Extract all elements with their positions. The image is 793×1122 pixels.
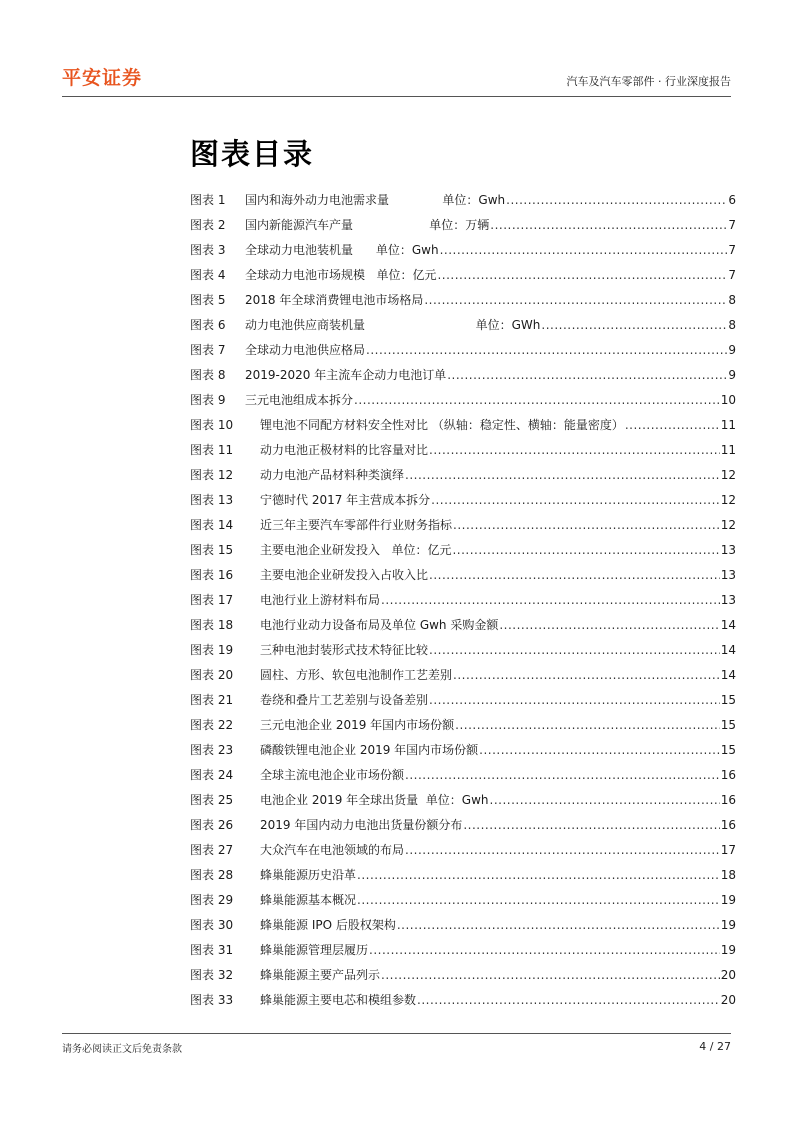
toc-figure-number: 图表 3 <box>190 243 226 257</box>
toc-leader-dots <box>490 218 727 232</box>
toc-entry[interactable] <box>190 791 736 816</box>
toc-page-number: 15 <box>720 743 736 757</box>
toc-figure-title: 蜂巢能源 IPO 后股权架构 <box>260 918 396 932</box>
toc-figure-title: 锂电池不同配方材料安全性对比 （纵轴：稳定性、横轴：能量密度） <box>260 418 624 432</box>
toc-entry[interactable] <box>190 916 736 941</box>
toc-entry[interactable] <box>190 266 736 291</box>
toc-leader-dots <box>429 443 720 457</box>
toc-figure-title: 国内和海外动力电池需求量 单位：Gwh <box>245 193 506 207</box>
toc-page-number: 14 <box>720 643 736 657</box>
toc-page-number: 8 <box>728 318 736 332</box>
toc-figure-number: 图表 14 <box>190 518 234 532</box>
toc-page-number: 9 <box>728 343 736 357</box>
toc-page-number: 16 <box>720 793 736 807</box>
toc-figure-number: 图表 2 <box>190 218 226 232</box>
toc-figure-title: 国内新能源汽车产量 单位：万辆 <box>245 218 490 232</box>
toc-entry[interactable] <box>190 891 736 916</box>
toc-page-number: 15 <box>720 718 736 732</box>
toc-entry[interactable] <box>190 716 736 741</box>
toc-leader-dots <box>417 993 720 1007</box>
toc-page-number: 13 <box>720 543 736 557</box>
toc-figure-title: 宁德时代 2017 年主营成本拆分 <box>260 493 431 507</box>
toc-figure-title: 电池行业上游材料布局 <box>260 593 381 607</box>
toc-entry[interactable] <box>190 516 736 541</box>
toc-entry[interactable] <box>190 366 736 391</box>
toc-figure-title: 大众汽车在电池领域的布局 <box>260 843 405 857</box>
toc-page-number: 12 <box>720 518 736 532</box>
toc-figure-title: 全球动力电池装机量 单位：Gwh <box>245 243 439 257</box>
toc-figure-number: 图表 15 <box>190 543 234 557</box>
toc-page-number: 15 <box>720 693 736 707</box>
toc-entry[interactable] <box>190 566 736 591</box>
toc-page-number: 8 <box>728 293 736 307</box>
toc-figure-number: 图表 7 <box>190 343 226 357</box>
toc-leader-dots <box>429 693 720 707</box>
toc-figure-title: 动力电池正极材料的比容量对比 <box>260 443 429 457</box>
toc-entry[interactable] <box>190 416 736 441</box>
toc-leader-dots <box>366 343 727 357</box>
toc-figure-number: 图表 19 <box>190 643 234 657</box>
toc-figure-number: 图表 10 <box>190 418 234 432</box>
footer-disclaimer: 请务必阅读正文后免责条款 <box>62 1044 182 1055</box>
toc-figure-title: 动力电池供应商装机量 单位：GWh <box>245 318 541 332</box>
toc-leader-dots <box>357 893 720 907</box>
toc-leader-dots <box>369 943 720 957</box>
table-of-figures <box>190 191 736 1016</box>
toc-entry[interactable] <box>190 816 736 841</box>
toc-figure-number: 图表 1 <box>190 193 226 207</box>
toc-leader-dots <box>405 768 720 782</box>
toc-entry[interactable] <box>190 766 736 791</box>
toc-figure-title: 卷绕和叠片工艺差别与设备差别 <box>260 693 429 707</box>
toc-figure-title: 蜂巢能源基本概况 <box>260 893 357 907</box>
page-title: 图表目录 <box>190 137 315 171</box>
toc-page-number: 7 <box>728 243 736 257</box>
toc-figure-title: 2018 年全球消费锂电池市场格局 <box>245 293 424 307</box>
toc-figure-title: 全球主流电池企业市场份额 <box>260 768 405 782</box>
toc-figure-number: 图表 20 <box>190 668 234 682</box>
toc-figure-number: 图表 13 <box>190 493 234 507</box>
toc-figure-number: 图表 29 <box>190 893 234 907</box>
toc-leader-dots <box>429 643 720 657</box>
toc-entry[interactable] <box>190 966 736 991</box>
toc-figure-title: 2019-2020 年主流车企动力电池订单 <box>245 368 447 382</box>
toc-page-number: 13 <box>720 568 736 582</box>
toc-figure-number: 图表 5 <box>190 293 226 307</box>
toc-leader-dots <box>440 243 728 257</box>
toc-figure-number: 图表 21 <box>190 693 234 707</box>
toc-entry[interactable] <box>190 241 736 266</box>
toc-entry[interactable] <box>190 441 736 466</box>
toc-figure-number: 图表 23 <box>190 743 234 757</box>
toc-leader-dots <box>453 518 720 532</box>
toc-figure-title: 全球动力电池供应格局 <box>245 343 366 357</box>
toc-page-number: 14 <box>720 618 736 632</box>
toc-leader-dots <box>397 918 720 932</box>
page-number: 4 / 27 <box>699 1040 731 1053</box>
toc-figure-title: 三元电池组成本拆分 <box>245 393 354 407</box>
toc-page-number: 9 <box>728 368 736 382</box>
toc-figure-number: 图表 30 <box>190 918 234 932</box>
toc-leader-dots <box>357 868 720 882</box>
toc-figure-title: 三元电池企业 2019 年国内市场份额 <box>260 718 455 732</box>
header-divider <box>62 96 731 97</box>
toc-page-number: 17 <box>720 843 736 857</box>
toc-figure-title: 主要电池企业研发投入占收入比 <box>260 568 429 582</box>
toc-figure-title: 2019 年国内动力电池出货量份额分布 <box>260 818 463 832</box>
toc-leader-dots <box>354 393 720 407</box>
toc-page-number: 19 <box>720 918 736 932</box>
toc-figure-number: 图表 12 <box>190 468 234 482</box>
toc-entry[interactable] <box>190 391 736 416</box>
toc-figure-title: 蜂巢能源管理层履历 <box>260 943 369 957</box>
toc-entry[interactable] <box>190 691 736 716</box>
toc-page-number: 6 <box>728 193 736 207</box>
toc-figure-number: 图表 11 <box>190 443 234 457</box>
toc-leader-dots <box>541 318 727 332</box>
toc-figure-title: 电池企业 2019 年全球出货量 单位：Gwh <box>260 793 489 807</box>
toc-figure-title: 蜂巢能源主要产品列示 <box>260 968 381 982</box>
toc-leader-dots <box>490 793 720 807</box>
toc-entry[interactable] <box>190 841 736 866</box>
toc-entry[interactable] <box>190 341 736 366</box>
toc-page-number: 16 <box>720 768 736 782</box>
toc-entry[interactable] <box>190 541 736 566</box>
toc-leader-dots <box>437 268 727 282</box>
toc-leader-dots <box>455 718 720 732</box>
toc-page-number: 10 <box>720 393 736 407</box>
toc-figure-number: 图表 27 <box>190 843 234 857</box>
toc-page-number: 19 <box>720 893 736 907</box>
toc-figure-number: 图表 16 <box>190 568 234 582</box>
toc-page-number: 18 <box>720 868 736 882</box>
toc-leader-dots <box>424 293 727 307</box>
toc-page-number: 20 <box>720 968 736 982</box>
toc-entry[interactable] <box>190 666 736 691</box>
toc-figure-title: 主要电池企业研发投入 单位：亿元 <box>260 543 452 557</box>
toc-page-number: 7 <box>728 218 736 232</box>
toc-figure-title: 蜂巢能源历史沿革 <box>260 868 357 882</box>
toc-page-number: 14 <box>720 668 736 682</box>
toc-leader-dots <box>381 593 720 607</box>
toc-leader-dots <box>463 818 719 832</box>
toc-leader-dots <box>429 568 720 582</box>
toc-figure-number: 图表 24 <box>190 768 234 782</box>
toc-leader-dots <box>431 493 720 507</box>
toc-leader-dots <box>381 968 720 982</box>
toc-page-number: 12 <box>720 493 736 507</box>
toc-figure-number: 图表 26 <box>190 818 234 832</box>
toc-figure-title: 近三年主要汽车零部件行业财务指标 <box>260 518 453 532</box>
toc-page-number: 16 <box>720 818 736 832</box>
toc-figure-number: 图表 17 <box>190 593 234 607</box>
toc-page-number: 7 <box>728 268 736 282</box>
toc-leader-dots <box>506 193 727 207</box>
toc-figure-number: 图表 18 <box>190 618 234 632</box>
toc-page-number: 11 <box>720 418 736 432</box>
toc-entry[interactable] <box>190 216 736 241</box>
toc-figure-title: 圆柱、方形、软包电池制作工艺差别 <box>260 668 453 682</box>
toc-entry[interactable] <box>190 941 736 966</box>
toc-leader-dots <box>405 843 720 857</box>
toc-page-number: 11 <box>720 443 736 457</box>
toc-page-number: 19 <box>720 943 736 957</box>
toc-figure-title: 蜂巢能源主要电芯和模组参数 <box>260 993 417 1007</box>
toc-page-number: 13 <box>720 593 736 607</box>
toc-entry[interactable] <box>190 866 736 891</box>
toc-entry[interactable] <box>190 191 736 216</box>
toc-leader-dots <box>452 543 719 557</box>
toc-figure-title: 磷酸铁锂电池企业 2019 年国内市场份额 <box>260 743 479 757</box>
toc-figure-title: 动力电池产品材料种类演绎 <box>260 468 405 482</box>
toc-figure-number: 图表 4 <box>190 268 226 282</box>
toc-entry[interactable] <box>190 291 736 316</box>
toc-figure-title: 全球动力电池市场规模 单位：亿元 <box>245 268 437 282</box>
toc-figure-title: 电池行业动力设备布局及单位 Gwh 采购金额 <box>260 618 499 632</box>
toc-figure-number: 图表 9 <box>190 393 226 407</box>
toc-leader-dots <box>453 668 720 682</box>
toc-page-number: 12 <box>720 468 736 482</box>
toc-leader-dots <box>479 743 720 757</box>
toc-leader-dots <box>499 618 719 632</box>
toc-entry[interactable] <box>190 316 736 341</box>
toc-figure-number: 图表 6 <box>190 318 226 332</box>
toc-figure-number: 图表 28 <box>190 868 234 882</box>
toc-figure-title: 三种电池封装形式技术特征比较 <box>260 643 429 657</box>
toc-entry[interactable] <box>190 741 736 766</box>
toc-entry[interactable] <box>190 491 736 516</box>
toc-page-number: 20 <box>720 993 736 1007</box>
toc-entry[interactable] <box>190 616 736 641</box>
toc-leader-dots <box>625 418 720 432</box>
toc-figure-number: 图表 25 <box>190 793 234 807</box>
company-logo: 平安证券 <box>62 67 143 89</box>
toc-entry[interactable] <box>190 591 736 616</box>
toc-figure-number: 图表 31 <box>190 943 234 957</box>
toc-figure-number: 图表 33 <box>190 993 234 1007</box>
toc-entry[interactable] <box>190 991 736 1016</box>
toc-figure-number: 图表 8 <box>190 368 226 382</box>
footer-divider <box>62 1033 731 1034</box>
toc-leader-dots <box>447 368 727 382</box>
toc-entry[interactable] <box>190 641 736 666</box>
toc-figure-number: 图表 22 <box>190 718 234 732</box>
toc-leader-dots <box>405 468 720 482</box>
report-category: 汽车及汽车零部件 · 行业深度报告 <box>566 75 731 88</box>
toc-entry[interactable] <box>190 466 736 491</box>
toc-figure-number: 图表 32 <box>190 968 234 982</box>
